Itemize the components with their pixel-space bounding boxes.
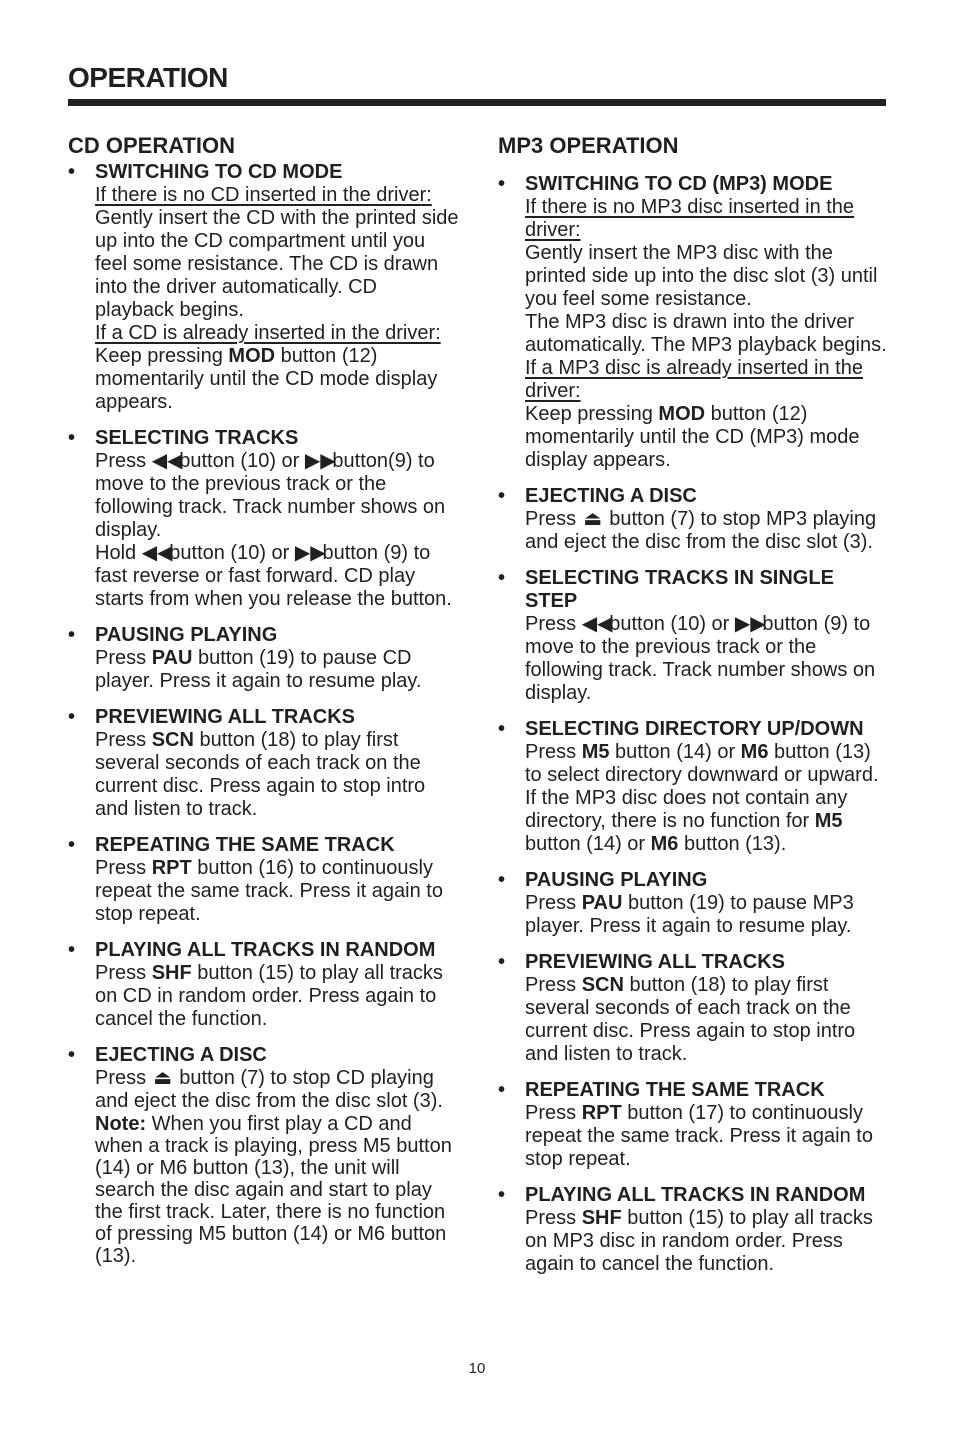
body-text: button (9) to fast reverse or fast forward. CD play starts from when you release the button.	[95, 542, 452, 610]
rewind-icon: ◀◀	[581, 613, 613, 635]
underlined-condition: If a MP3 disc is already inserted in the driver:	[525, 357, 863, 402]
item-heading: SELECTING TRACKS IN SINGLE STEP	[525, 567, 834, 612]
body-text: Press	[95, 1067, 152, 1089]
body-text: Keep pressing	[525, 403, 659, 425]
bold-term: M5	[814, 810, 843, 832]
body-text: Hold	[95, 542, 142, 564]
bullet-icon: •	[68, 706, 76, 728]
fast-forward-icon: ▶▶	[294, 542, 326, 564]
body-text: button (7) to stop CD playing and eject the disc from the disc slot (3).	[95, 1067, 443, 1112]
body-text: Press	[525, 974, 582, 996]
list-item	[498, 869, 890, 938]
item-heading: PAUSING PLAYING	[525, 869, 708, 891]
rewind-icon: ◀◀	[151, 450, 183, 472]
paragraph	[95, 729, 460, 821]
body-text: button (19) to pause MP3 player. Press it again to resume play.	[525, 892, 854, 937]
bullet-icon: •	[498, 951, 506, 973]
body-text: button (14) or	[525, 833, 651, 855]
bullet-icon: •	[68, 939, 76, 961]
list-item	[498, 718, 890, 856]
paragraph	[95, 647, 460, 693]
paragraph	[95, 962, 460, 1031]
list-item	[498, 567, 890, 705]
paragraph	[95, 345, 460, 414]
body-text: button (13).	[678, 833, 787, 855]
header-rule	[68, 99, 886, 106]
body-text: The MP3 disc is drawn into the driver automatically. The MP3 playback begins.	[525, 311, 887, 356]
item-heading: SELECTING DIRECTORY UP/DOWN	[525, 718, 864, 740]
body-text: Gently insert the CD with the printed side up into the CD compartment until you feel some resistance. The CD is drawn into the driver automatically. CD playback begins.	[95, 207, 459, 321]
body-text: button (13) to select directory downward or upward.	[525, 741, 879, 786]
body-text: Press	[95, 729, 152, 751]
body-text: Press	[95, 450, 152, 472]
body-text: button (19) to pause CD player. Press it again to resume play.	[95, 647, 422, 692]
body-text: button (10) or	[173, 450, 305, 472]
body-text: Press	[525, 508, 582, 530]
bullet-icon: •	[68, 1044, 76, 1066]
paragraph	[525, 1102, 890, 1171]
rewind-icon: ◀◀	[141, 542, 173, 564]
body-text: Press	[525, 613, 582, 635]
paragraph	[95, 207, 460, 322]
page-number: 10	[468, 1360, 486, 1377]
list-item	[498, 1184, 890, 1276]
list-item	[498, 173, 890, 472]
item-heading: PLAYING ALL TRACKS IN RANDOM	[95, 939, 436, 961]
bold-term: M5	[581, 741, 610, 763]
paragraph	[525, 787, 890, 856]
paragraph	[95, 1067, 460, 1113]
body-text: button(9) to move to the previous track or the following track. Track number shows on display.	[95, 450, 446, 541]
bold-term: RPT	[151, 857, 192, 879]
paragraph	[525, 892, 890, 938]
paragraph	[525, 508, 890, 554]
body-text: button (10) or	[603, 613, 735, 635]
list-item	[498, 485, 890, 554]
mp3-operation-title: MP3 OPERATION	[498, 133, 679, 158]
cd-operation-items	[68, 161, 460, 1267]
item-heading: PREVIEWING ALL TRACKS	[95, 706, 356, 728]
list-item	[498, 951, 890, 1066]
bold-term: M6	[740, 741, 769, 763]
item-heading: REPEATING THE SAME TRACK	[525, 1079, 825, 1101]
bold-term: PAU	[151, 647, 193, 669]
bold-term: MOD	[658, 403, 706, 425]
paragraph	[525, 403, 890, 472]
body-text: button (15) to play all tracks on CD in random order. Press again to cancel the function.	[95, 962, 443, 1030]
fast-forward-icon: ▶▶	[734, 613, 766, 635]
paragraph	[525, 1207, 890, 1276]
paragraph	[95, 450, 460, 542]
underlined-condition: If there is no CD inserted in the driver:	[95, 184, 432, 206]
body-text: button (7) to stop MP3 playing and eject the disc from the disc slot (3).	[525, 508, 877, 553]
bold-term: SHF	[581, 1207, 622, 1229]
fast-forward-icon: ▶▶	[304, 450, 336, 472]
body-text: button (18) to play first several seconds of each track on the current disc. Press again to stop intro and listen to track.	[525, 974, 856, 1065]
item-heading: EJECTING A DISC	[525, 485, 697, 507]
bullet-icon: •	[68, 427, 76, 449]
paragraph	[95, 1113, 460, 1267]
list-item	[68, 624, 460, 693]
bold-term: PAU	[581, 892, 623, 914]
bold-term: RPT	[581, 1102, 622, 1124]
item-heading: SELECTING TRACKS	[95, 427, 299, 449]
paragraph	[525, 613, 890, 705]
cd-operation-column	[68, 133, 460, 1280]
body-text: button (10) or	[163, 542, 295, 564]
paragraph	[525, 357, 890, 403]
eject-icon: ⏏	[153, 1067, 173, 1089]
mp3-operation-items	[498, 173, 890, 1276]
list-item	[498, 1079, 890, 1171]
paragraph	[525, 311, 890, 357]
list-item	[68, 939, 460, 1031]
bullet-icon: •	[498, 567, 506, 589]
item-heading: REPEATING THE SAME TRACK	[95, 834, 395, 856]
item-heading: PREVIEWING ALL TRACKS	[525, 951, 786, 973]
cd-operation-title: CD OPERATION	[68, 133, 236, 158]
bullet-icon: •	[498, 869, 506, 891]
body-text: button (16) to continuously repeat the same track. Press it again to stop repeat.	[95, 857, 443, 925]
bullet-icon: •	[498, 173, 506, 195]
underlined-condition: If a CD is already inserted in the driver:	[95, 322, 441, 344]
body-text: button (12) momentarily until the CD (MP3) mode display appears.	[525, 403, 860, 471]
item-heading: SWITCHING TO CD (MP3) MODE	[525, 173, 833, 195]
body-text: Keep pressing	[95, 345, 229, 367]
item-heading: PAUSING PLAYING	[95, 624, 278, 646]
body-text: Press	[95, 647, 152, 669]
bold-term: MOD	[228, 345, 276, 367]
bold-term: SHF	[151, 962, 192, 984]
body-text: Press	[95, 857, 152, 879]
paragraph	[525, 242, 890, 311]
body-text: Gently insert the MP3 disc with the printed side up into the disc slot (3) until you feel some resistance.	[525, 242, 878, 310]
list-item	[68, 1044, 460, 1267]
bullet-icon: •	[498, 718, 506, 740]
item-heading: EJECTING A DISC	[95, 1044, 267, 1066]
list-item	[68, 161, 460, 414]
paragraph	[525, 196, 890, 242]
eject-icon: ⏏	[583, 508, 603, 530]
bullet-icon: •	[498, 1079, 506, 1101]
paragraph	[525, 974, 890, 1066]
bold-term: M6	[650, 833, 679, 855]
bold-term: SCN	[151, 729, 194, 751]
list-item	[68, 706, 460, 821]
bullet-icon: •	[68, 834, 76, 856]
mp3-operation-column	[498, 133, 890, 1289]
item-heading: SWITCHING TO CD MODE	[95, 161, 343, 183]
bold-term: SCN	[581, 974, 624, 996]
paragraph	[95, 322, 460, 345]
paragraph	[95, 542, 460, 611]
paragraph	[95, 184, 460, 207]
body-text: Press	[525, 741, 582, 763]
bullet-icon: •	[498, 1184, 506, 1206]
body-text: button (17) to continuously repeat the same track. Press it again to stop repeat.	[525, 1102, 873, 1170]
list-item	[68, 427, 460, 611]
underlined-condition: If there is no MP3 disc inserted in the driver:	[525, 196, 855, 241]
body-text: Press	[525, 1207, 582, 1229]
list-item	[68, 834, 460, 926]
body-text: Press	[525, 892, 582, 914]
paragraph	[525, 741, 890, 787]
body-text: If the MP3 disc does not contain any directory, there is no function for	[525, 787, 848, 832]
body-text: button (18) to play first several seconds of each track on the current disc. Press again to stop intro and listen to track.	[95, 729, 426, 820]
body-text: Press	[525, 1102, 582, 1124]
page-title: OPERATION	[68, 62, 228, 93]
body-text: button (9) to move to the previous track or the following track. Track number shows on display.	[525, 613, 876, 704]
bullet-icon: •	[498, 485, 506, 507]
bullet-icon: •	[68, 624, 76, 646]
bullet-icon: •	[68, 161, 76, 183]
item-heading: PLAYING ALL TRACKS IN RANDOM	[525, 1184, 866, 1206]
paragraph	[95, 857, 460, 926]
body-text: button (14) or	[609, 741, 741, 763]
body-text: When you first play a CD and when a track is playing, press M5 button (14) or M6 button (13), the unit will search the disc again and start to play the first track. Later, there is no function of pressing M5 button (14) or M6 button (13).	[95, 1113, 452, 1267]
body-text: Press	[95, 962, 152, 984]
body-text: button (12) momentarily until the CD mode display appears.	[95, 345, 438, 413]
body-text: button (15) to play all tracks on MP3 disc in random order. Press again to cancel the function.	[525, 1207, 873, 1275]
bold-term: Note:	[95, 1113, 147, 1135]
